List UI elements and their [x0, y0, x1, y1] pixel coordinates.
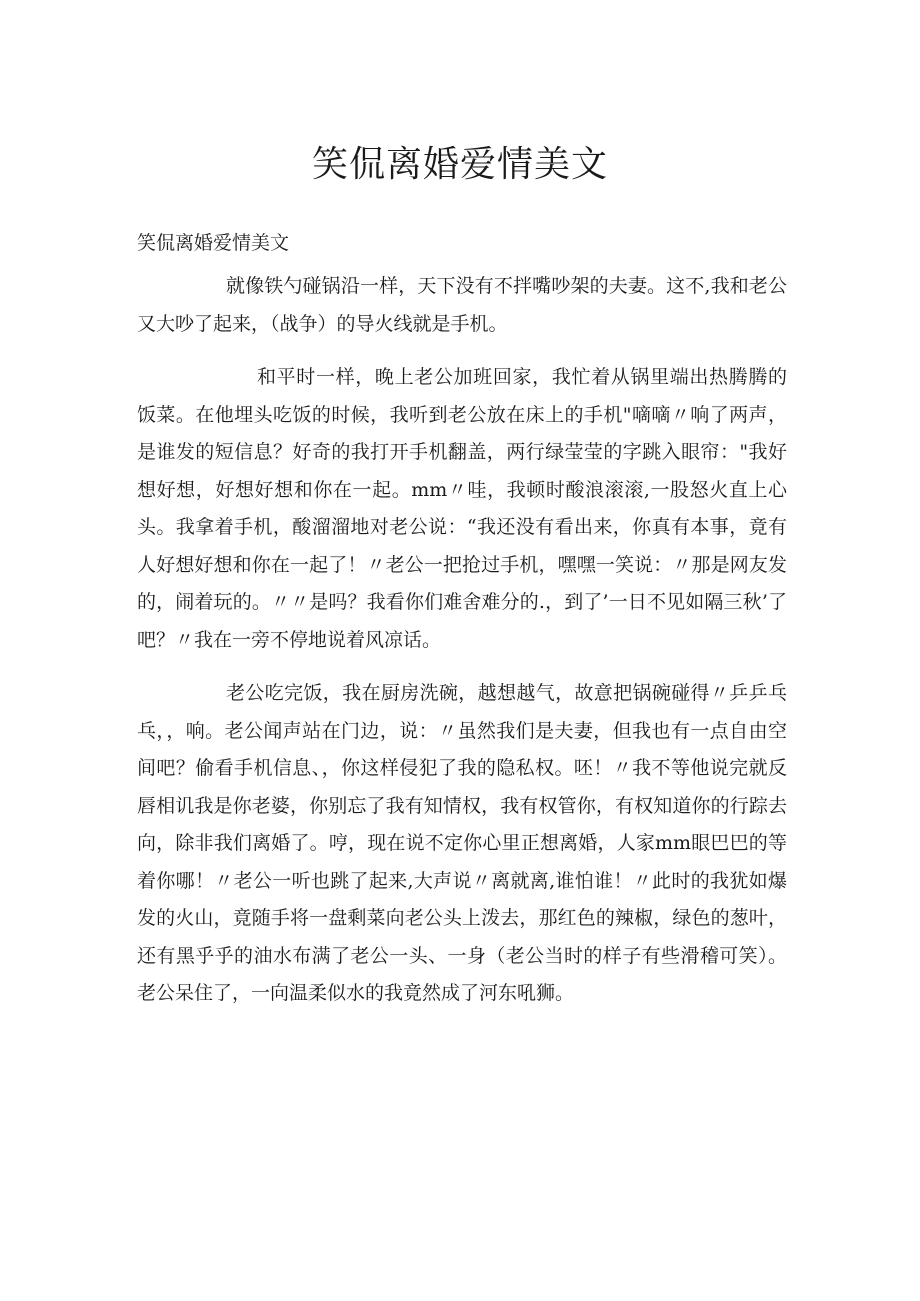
document-body [137, 268, 787, 1029]
paragraph: 和平时一样，晚上老公加班回家，我忙着从锅里端出热腾腾的饭菜。在他埋头吃饭的时候，我听到老公放在床上的手机"嘀嘀〃响了两声，是谁发的短信息？好奇的我打开手机翻盖，两行绿莹莹的字跳入眼帘："我好想好想，好想好想和你在一起。mm〃哇，我顿时酸浪滚滚,一股怒火直上心头。我拿着手机，酸溜溜地对老公说：“我还没有看出来，你真有本事，竟有人好想好想和你在一起了！〃老公一把抢过手机，嘿嘿一笑说：〃那是网友发的，闹着玩的。〃〃是吗？我看你们难舍难分的.，到了’一日不见如隔三秋’了吧？〃我在一旁不停地说着风凉话。 [137, 366, 787, 651]
document-subtitle: 笑侃离婚爱情美文 [137, 232, 290, 254]
paragraph: 就像铁勺碰锅沿一样，天下没有不拌嘴吵架的夫妻。这不,我和老公又大吵了起来，（战争）的导火线就是手机。 [137, 275, 787, 335]
document-title: 笑侃离婚爱情美文 [311, 144, 608, 185]
paragraph: 老公吃完饭，我在厨房洗碗，越想越气，故意把锅碗碰得〃乒乒乓乓，，响。老公闻声站在门边，说：〃虽然我们是夫妻，但我也有一点自由空间吧？偷看手机信息、，你这样侵犯了我的隐私权。呸！〃我不等他说完就反唇相讥我是你老婆，你别忘了我有知情权，我有权管你，有权知道你的行踪去向，除非我们离婚了。哼，现在说不定你心里正想离婚，人家mm眼巴巴的等着你哪！〃老公一听也跳了起来,大声说〃离就离,谁怕谁！〃此时的我犹如爆发的火山，竟随手将一盘剩菜向老公头上泼去，那红色的辣椒，绿色的葱叶，还有黑乎乎的油水布满了老公一头、一身（老公当时的样子有些滑稽可笑）。老公呆住了，一向温柔似水的我竟然成了河东吼狮。 [137, 682, 787, 1004]
